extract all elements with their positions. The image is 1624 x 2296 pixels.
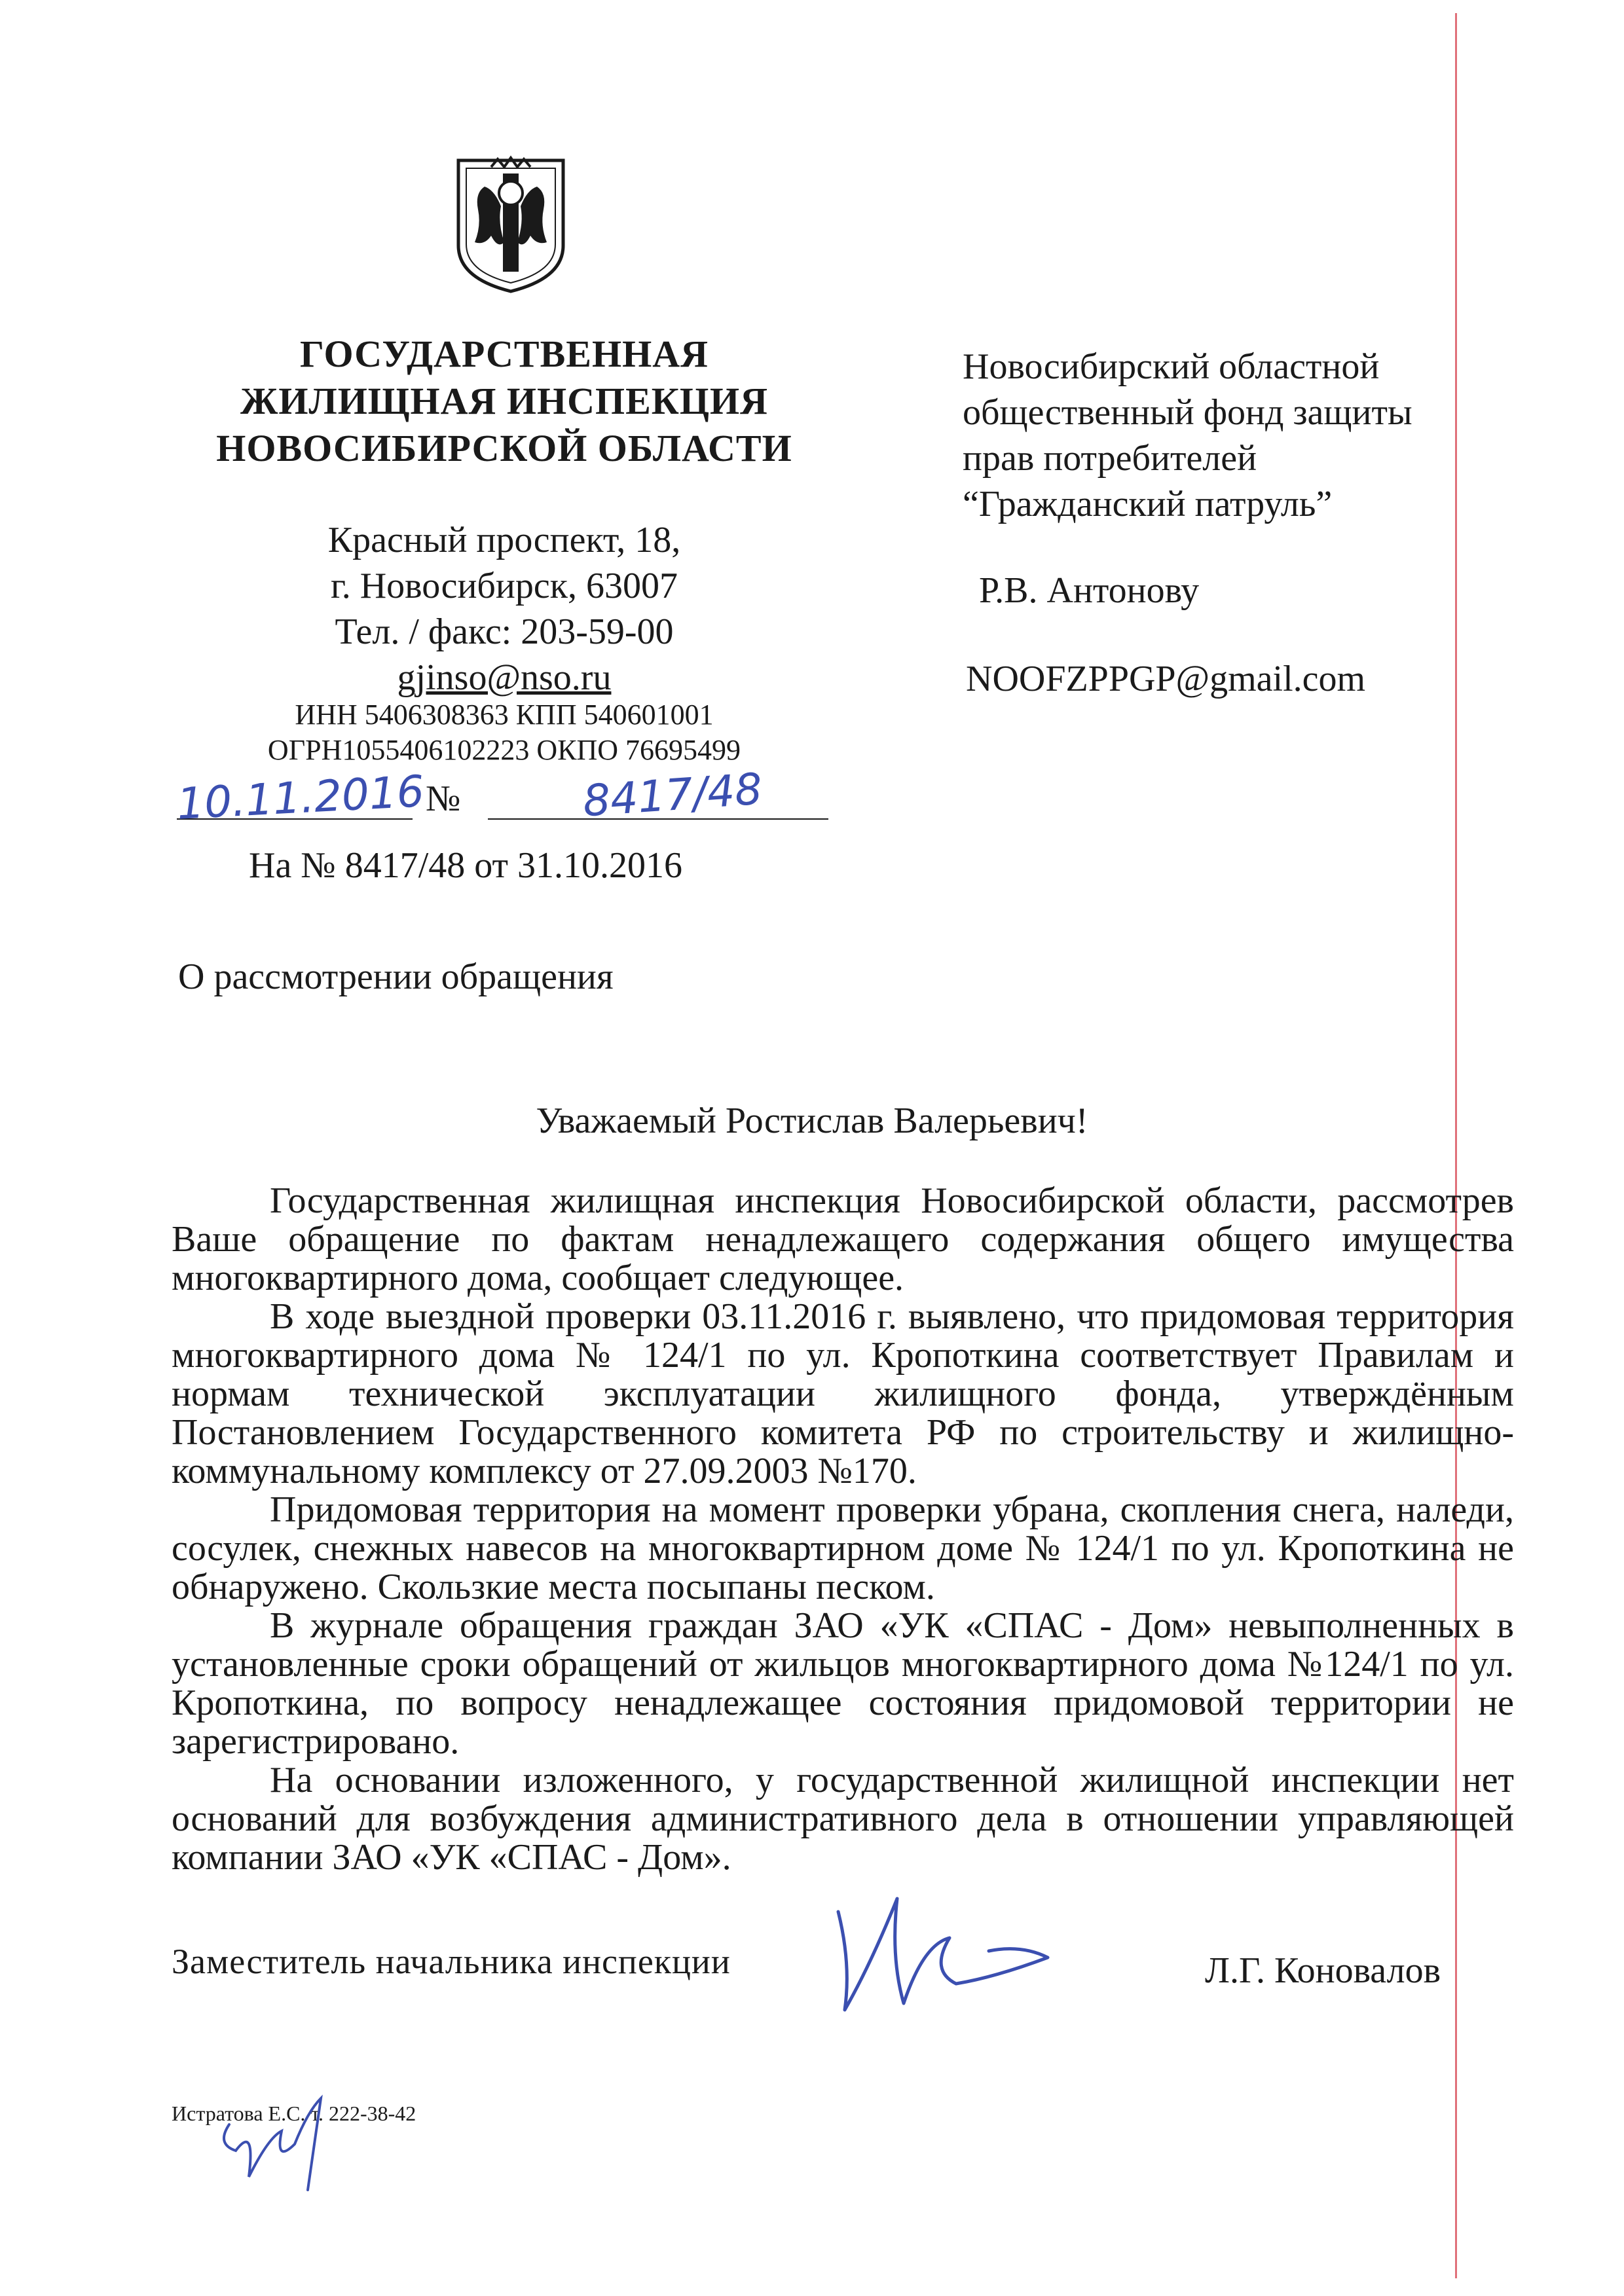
greeting: Уважаемый Ростислав Валерьевич!	[536, 1101, 1088, 1141]
recipient-line-4: “Гражданский патруль”	[963, 484, 1333, 524]
org-line-2: ЖИЛИЩНАЯ ИНСПЕКЦИЯ	[240, 380, 768, 422]
ogrn-okpo: ОГРН1055406102223 ОКПО 76695499	[267, 734, 741, 766]
recipient-line-2: общественный фонд защиты	[963, 392, 1412, 433]
body-paragraph-4: В журнале обращения граждан ЗАО «УК «СПАС - Дом» невыполненных в установленные сроки обращений от жильцов многоквартирного дома №124/1 по ул. Кропоткина, по вопросу ненадлежащее состояния придомовой территории не зарегистрировано.	[172, 1605, 1514, 1762]
signatory-title: Заместитель начальника инспекции	[172, 1942, 731, 1981]
executor-signature	[210, 2085, 341, 2196]
recipient-organization	[963, 344, 1460, 527]
org-line-1: ГОСУДАРСТВЕННАЯ	[300, 333, 709, 375]
org-line-3: НОВОСИБИРСКОЙ ОБЛАСТИ	[216, 427, 792, 469]
coat-of-arms-emblem	[445, 147, 576, 298]
inn-kpp: ИНН 5406308363 КПП 540601001	[295, 699, 714, 731]
letter-subject: О рассмотрении обращения	[178, 957, 614, 997]
organization-address	[170, 517, 838, 701]
recipient-line-1: Новосибирский областной	[963, 346, 1380, 387]
body-paragraph-3: Придомовая территория на момент проверки убрана, скопления снега, наледи, сосулек, снежных навесов на многоквартирном доме № 124/1 по ул. Кропоткина не обнаружено. Скользкие места посыпаны песком.	[172, 1489, 1514, 1607]
organization-ids	[170, 697, 838, 768]
outgoing-date-number	[175, 763, 838, 829]
organization-email-link[interactable]: gjinso@nso.ru	[397, 657, 612, 698]
reference-number: На № 8417/48 от 31.10.2016	[249, 845, 683, 886]
body-paragraph-5: На основании изложенного, у государственной жилищной инспекции нет оснований для возбуждения административного дела в отношении управляющей компании ЗАО «УК «СПАС - Дом».	[172, 1760, 1514, 1878]
handwritten-outgoing-date: 10.11.2016	[175, 766, 426, 829]
executor-info: Истратова Е.С. т. 222-38-42	[172, 2102, 416, 2125]
recipient-email: NOOFZPPGP@gmail.com	[966, 659, 1366, 699]
body-paragraph-1: Государственная жилищная инспекция Новосибирской области, рассмотрев Ваше обращение по фактам ненадлежащего содержания общего имущества многоквартирного дома, сообщает следующее.	[172, 1180, 1514, 1298]
recipient-name: Р.В. Антонову	[979, 570, 1200, 611]
handwritten-signature	[825, 1886, 1074, 2023]
recipient-line-3: прав потребителей	[963, 438, 1257, 479]
signatory-name: Л.Г. Коновалов	[1205, 1950, 1441, 1991]
number-sign: №	[426, 778, 461, 819]
letter-body	[172, 1182, 1514, 1877]
organization-name	[170, 331, 838, 472]
phone-fax: Тел. / факс: 203-59-00	[335, 611, 674, 652]
address-line-2: г. Новосибирск, 63007	[331, 566, 678, 606]
address-line-1: Красный проспект, 18,	[327, 520, 681, 560]
handwritten-outgoing-number: 8417/48	[581, 763, 764, 827]
body-paragraph-2: В ходе выездной проверки 03.11.2016 г. выявлено, что придомовая территория многоквартирного дома № 124/1 по ул. Кропоткина соответствует Правилам и нормам технической эксплуатации жилищного фонда, утверждённым Постановлением Государственного комитета РФ по строительству и жилищно-коммунальному комплексу от 27.09.2003 №170.	[172, 1296, 1514, 1491]
